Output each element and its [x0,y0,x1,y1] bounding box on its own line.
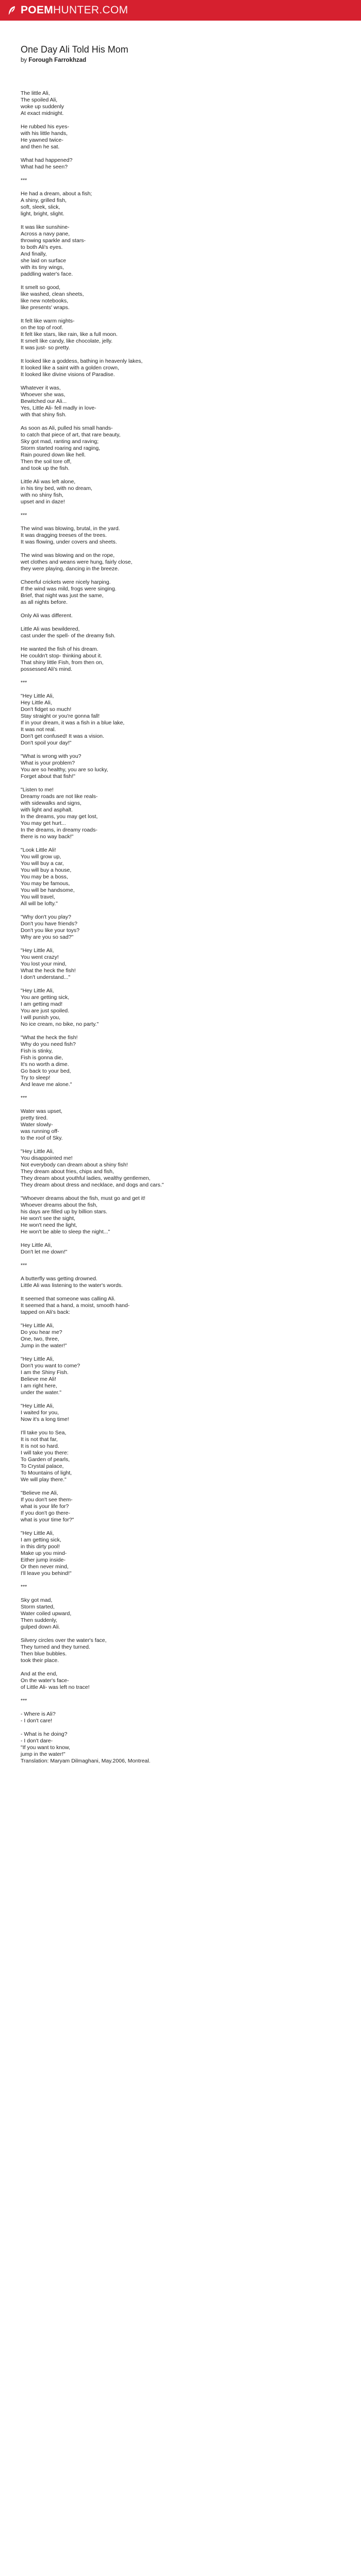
stanza-separator: *** [21,177,27,183]
poem-stanza [21,1035,340,1088]
poem-line: was running off- [21,1128,59,1134]
poem-line: Don't spoil your day!" [21,740,72,746]
stanza-separator: *** [21,1095,27,1101]
poem-stanza [21,318,340,351]
poem-line: Not everybody can dream about a shiny fish! [21,1162,128,1168]
poem-line: Whoever dreams about the fish, [21,1202,97,1208]
poem-line: If in your dream, it was a fish in a blue lake, [21,720,125,726]
poem-stanza [21,1095,340,1101]
poem-line: You will grow up, [21,854,61,860]
stanza-separator: *** [21,1262,27,1268]
poem-stanza [21,512,340,519]
poem-line: They turned and they turned. [21,1644,90,1650]
stanza-separator: *** [21,1584,27,1590]
poem-stanza [21,552,340,572]
poem-line: You will buy a house, [21,867,72,873]
poem-stanza [21,1430,340,1483]
poem-line: tapped on Ali's back: [21,1309,70,1315]
poem-line: It was flowing, under covers and sheets. [21,539,117,545]
poem-line: "Hey Little Ali, [21,1356,54,1362]
poem-line: Then suddenly, [21,1617,58,1623]
poem-line: Go back to your bed, [21,1068,71,1074]
logo-text-rest: HUNTER.COM [53,4,128,16]
poem-line: Storm started roaring and raging, [21,445,101,451]
poem-line: throwing sparkle and stars- [21,238,86,244]
poem-line: Why do you need fish? [21,1041,76,1047]
poem-line: To Mountains of light, [21,1470,72,1476]
poem-line: You disappointed me! [21,1155,73,1161]
poem-line: as all nights before. [21,599,68,605]
poem-line: "Hey Little Ali, [21,1403,54,1409]
poem-line: Sky got mad, ranting and raving; [21,438,99,445]
stanza-separator: *** [21,512,27,518]
poem-line: And finally, [21,251,47,257]
poem-line: "Look Little Ali! [21,847,56,853]
poem-line: On the water's face- [21,1677,69,1684]
poem-stanza [21,385,340,418]
poem-stanza [21,358,340,378]
poem-line: He won't see the sight, [21,1215,75,1222]
poem-line: "Hey Little Ali, [21,1323,54,1329]
poem-line: "Why don't you play? [21,914,71,920]
poem-line: jump in the water!" [21,1751,65,1757]
poem-line: Now it's a long time! [21,1416,69,1422]
poem-line: You may get hurt... [21,820,66,826]
poem-line: What had happened? [21,157,73,163]
poem-stanza [21,1262,340,1269]
poem-line: You lost your mind, [21,961,67,967]
poem-line: upset and in daze! [21,499,65,505]
poem-stanza [21,646,340,673]
poem-line: And leave me alone." [21,1081,72,1088]
poem-line: "Hey Little Ali, [21,1148,54,1155]
poem-line: Fish is stinky, [21,1048,53,1054]
poem-line: "What is wrong with you? [21,753,81,759]
poem-line: and took up the fish. [21,465,70,471]
poem-line: gulped down Ali. [21,1624,60,1630]
poem-line: They dream about fries, chips and fish, [21,1168,114,1175]
poem-stanza [21,1530,340,1577]
site-logo-link[interactable] [6,4,128,16]
poem-line: Don't you like your toys? [21,927,80,934]
poem-line: He yawned twice- [21,137,63,143]
poem-line: Stay straight or you're gonna fall! [21,713,100,719]
poem-line: Forget about that fish!" [21,773,75,779]
poem-line: with no shiny fish, [21,492,63,498]
poem-stanza [21,284,340,311]
poem-line: with that shiny fish. [21,412,67,418]
poem-line: with its tiny wings, [21,264,64,270]
poem-stanza [21,693,340,747]
poem-line: Little Ali was listening to the water's words. [21,1282,123,1289]
poem-line: Silvery circles over the water's face, [21,1637,107,1643]
poem-line: Or then never mind, [21,1564,69,1570]
poem-line: Cheerful crickets were nicely harping. [21,579,111,585]
poem-stanza [21,1671,340,1691]
poem-line: Whatever it was, [21,385,61,391]
poem-line: They dream about dress and necklace, and dogs and cars." [21,1182,164,1188]
logo-text-bold: POEM [21,4,54,16]
poem-stanza [21,914,340,941]
poem-line: If you don't go there- [21,1510,70,1516]
poem-stanza [21,1356,340,1396]
poem-line: It looked like a goddess, bathing in heavenly lakes, [21,358,143,364]
poem-line: took their place. [21,1657,59,1664]
site-header [0,0,361,21]
poem-line: "What the heck the fish! [21,1035,78,1041]
poem-line: It's no worth a dime. [21,1061,69,1067]
poem-line: Yes, Little Ali- fell madly in love- [21,405,96,411]
poem-stanza [21,1584,340,1590]
poem-line: Hey Little Ali, [21,1242,52,1248]
poem-stanza [21,177,340,184]
poem-line: He won't be able to sleep the night..." [21,1229,110,1235]
poem-line: I don't understand..." [21,974,71,980]
poem-line: like new notebooks, [21,298,69,304]
poem-line: One, two, three, [21,1336,59,1342]
poem-stanza [21,1711,340,1724]
poem-line: "Hey Little Ali, [21,693,54,699]
poem-line: in his tiny bed, with no dream, [21,485,92,492]
poem-line: with sidewalks and signs, [21,800,81,806]
poem-line: It looked like divine visions of Paradise. [21,371,115,378]
poem-line: on the top of roof. [21,325,63,331]
poem-line: Then the soil tore off, [21,459,72,465]
poem-line: "Hey Little Ali, [21,1530,54,1536]
poem-line: Bewitched our Ali... [21,398,67,404]
poem-line: You are just spoiled. [21,1008,70,1014]
poem-line: What had he seen? [21,164,68,170]
poem-line: like presents' wraps. [21,304,70,311]
poem-line: "Hey Little Ali, [21,988,54,994]
poem-line: Hey Little Ali, [21,700,52,706]
poem-line: The wind was blowing and on the rope, [21,552,115,558]
poem-line: Either jump inside- [21,1557,65,1563]
poem-stanza [21,191,340,217]
poem-line: there is no way back!" [21,834,74,840]
poem-line: Don't fidget so much! [21,706,72,713]
poem-line: He wanted the fish of his dream. [21,646,99,652]
poem-line: cast under the spell- of the dreamy fish. [21,633,116,639]
poem-line: soft, sleek, slick, [21,204,60,210]
by-label: by [21,57,27,63]
poem-line: In the dreams, in dreamy roads- [21,827,97,833]
poem-line: To Garden of pearls, [21,1456,70,1463]
poem-line: pretty tired. [21,1115,48,1121]
poem-line: she laid on surface [21,258,67,264]
poem-body [21,90,340,1765]
poem-line: under the water." [21,1389,62,1396]
poem-line: and then he sat. [21,144,60,150]
poem-line: It smelt like candy, like chocolate, jelly. [21,338,113,344]
poem-line: You may be a boss, [21,874,68,880]
poem-line: You are getting sick, [21,994,70,1001]
author-name[interactable]: Forough Farrokhzad [28,57,87,63]
stanza-separator: *** [21,1698,27,1704]
poem-line: I waited for you, [21,1410,59,1416]
poem-line: I'll take you to Sea, [21,1430,67,1436]
poem-stanza [21,787,340,840]
poem-stanza [21,1108,340,1142]
poem-line: It was like sunshine- [21,224,70,230]
poem-line: light, bright, slight. [21,211,64,217]
poem-line: to the roof of Sky. [21,1135,63,1141]
poem-line: Then blue bubbles. [21,1651,67,1657]
poem-line: "Hey Little Ali, [21,947,54,954]
poem-stanza [21,847,340,907]
poem-line: It looked like a saint with a golden crown, [21,365,119,371]
poem-line: Water was upset, [21,1108,62,1114]
poem-line: All will be lofty." [21,901,58,907]
poem-line: like washed, clean sheets, [21,291,84,297]
poem-stanza [21,1276,340,1289]
poem-line: It was dragging treeses of the trees. [21,532,107,538]
poem-title: One Day Ali Told His Mom [21,44,128,55]
poem-line: I'll leave you behind!" [21,1570,72,1577]
poem-line: they were playing, dancing in the breeze. [21,566,119,572]
poem-stanza [21,90,340,117]
poem-line: If the wind was mild, frogs were singing. [21,586,117,592]
poem-line: To Crystal palace, [21,1463,64,1469]
poem-line: Don't let me down!" [21,1249,68,1255]
byline [21,57,340,63]
poem-line: Fish is gonna die, [21,1055,63,1061]
poem-line: Do you hear me? [21,1329,62,1335]
poem-line: "Whoever dreams about the fish, must go and get it! [21,1195,145,1201]
poem-line: - I don't dare- [21,1738,53,1744]
poem-line: paddling water's face. [21,271,73,277]
poem-line: Brief, that night was just the same, [21,592,104,599]
poem-line: Across a navy pane, [21,231,70,237]
poem-line: "Listen to me! [21,787,54,793]
poem-line: with light and asphalt. [21,807,73,813]
poem-stanza [21,526,340,546]
poem-line: "If you want to know, [21,1744,70,1751]
poem-line: And at the end, [21,1671,58,1677]
poem-line: The wind was blowing, brutal, in the yard. [21,526,120,532]
poem-stanza [21,1296,340,1316]
poem-stanza [21,425,340,472]
poem-line: Only Ali was different. [21,613,73,619]
poem-line: He had a dream, about a fish; [21,191,92,197]
poem-line: You will travel, [21,894,55,900]
poem-line: Sky got mad, [21,1597,53,1603]
poem-line: I will take you there: [21,1450,69,1456]
poem-line: Try to sleep! [21,1075,51,1081]
poem-line: I am getting sick, [21,1537,61,1543]
poem-line: Water coiled upward, [21,1611,72,1617]
poem-stanza [21,1323,340,1349]
poem-line: what is your time for?" [21,1517,74,1523]
poem-stanza [21,1698,340,1704]
poem-line: what is your life for? [21,1503,69,1510]
poem-stanza [21,947,340,981]
poem-line: We will play there." [21,1477,67,1483]
poem-stanza [21,1195,340,1235]
poem-stanza [21,613,340,619]
poem-line: The little Ali, [21,90,50,96]
poem-line: Jump in the water!" [21,1343,67,1349]
poem-line: in this dirty pool! [21,1544,60,1550]
poem-line: woke up suddenly [21,104,64,110]
poem-stanza [21,479,340,505]
poem-line: I am right here, [21,1383,57,1389]
poem-line: It was just- so pretty. [21,345,70,351]
poem-line: with his little hands, [21,130,68,137]
poem-line: You are so healthy, you are so lucky, [21,767,108,773]
poem-stanza [21,988,340,1028]
poem-line: It felt like stars, like rain, like a full moon. [21,331,118,337]
poem-line: He won't need the light, [21,1222,77,1228]
poem-line: Why are you so sad?" [21,934,74,940]
poem-line: Little Ali was bewildered, [21,626,80,632]
poem-line: It is not so hard. [21,1443,59,1449]
poem-line: I am getting mad! [21,1001,63,1007]
poem-stanza [21,1637,340,1664]
feather-icon [6,5,18,16]
poem-line: They dream about youthful ladies, wealthy gentlemen, [21,1175,151,1181]
poem-line: Believe me Ali! [21,1376,56,1382]
poem-line: A shiny, grilled fish, [21,197,67,204]
poem-line: Whoever she was, [21,392,65,398]
poem-line: No ice cream, no bike, no party." [21,1021,99,1027]
poem-line: "Believe me Ali, [21,1490,58,1496]
poem-line: You went crazy! [21,954,59,960]
poem-line: If you don't see them- [21,1497,73,1503]
poem-line: What is your problem? [21,760,75,766]
poem-stanza [21,753,340,780]
poem-line: his days are filled up by billion stars. [21,1209,108,1215]
poem-line: It is not that far, [21,1436,58,1443]
poem-line: - What is he doing? [21,1731,68,1737]
poem-line: Don't you want to come? [21,1363,80,1369]
poem-line: He rubbed his eyes- [21,124,69,130]
poem-stanza [21,626,340,639]
poem-line: possessed Ali's mind. [21,666,73,672]
poem-line: A butterfly was getting drowned. [21,1276,97,1282]
poem-line: Little Ali was left alone, [21,479,76,485]
poem-line: It felt like warm nights- [21,318,75,324]
poem-line: to both Ali's eyes. [21,244,63,250]
poem-line: You will be handsome, [21,887,75,893]
poem-line: Storm started, [21,1604,55,1610]
poem-line: I am the Shiny Fish. [21,1369,69,1376]
poem-line: What the heck the fish! [21,968,76,974]
poem-line: Don't get confused! It was a vision. [21,733,104,739]
poem-line: The spoiled Ali, [21,97,58,103]
poem-line: of Little Ali- was left no trace! [21,1684,90,1690]
poem-line: wet clothes and weans were hung, fairly close, [21,559,133,565]
poem-stanza [21,579,340,606]
poem-line: You will buy a car, [21,860,64,867]
poem-line: Don't you have friends? [21,921,77,927]
poem-line: In the dreams, you may get lost, [21,814,98,820]
poem-stanza [21,1403,340,1423]
poem-stanza [21,680,340,686]
poem-line: Rain poured down like hell. [21,452,86,458]
poem-line: It was not real. [21,726,56,733]
poem-stanza [21,1490,340,1523]
poem-line: It smelt so good, [21,284,61,291]
poem-line: Dreamy roads are not like reals- [21,793,98,800]
poem-stanza [21,1597,340,1631]
poem-line: Translation: Maryam Dilmaghani, May.2006, Montreal. [21,1758,151,1764]
stanza-separator: *** [21,680,27,686]
poem-line: I will punish you, [21,1014,61,1021]
poem-line: Water slowly- [21,1122,53,1128]
poem-line: He couldn't stop- thinking about it. [21,653,102,659]
poem-container [21,44,340,1771]
poem-line: As soon as Ali, pulled his small hands- [21,425,113,431]
poem-line: It seemed that a hand, a moist, smooth hand- [21,1302,130,1309]
poem-line: Make up you mind- [21,1550,67,1556]
poem-line: You may be famous, [21,880,70,887]
site-logo-text [21,4,128,16]
poem-line: It seemed that someone was calling Ali. [21,1296,116,1302]
poem-stanza [21,157,340,171]
poem-stanza [21,1731,340,1765]
poem-stanza [21,224,340,278]
poem-line: - I don't care! [21,1718,52,1724]
poem-line: That shiny little Fish, from then on, [21,659,104,666]
poem-stanza [21,1242,340,1256]
poem-line: to catch that piece of art, that rare beauty, [21,432,121,438]
poem-stanza [21,1148,340,1189]
poem-stanza [21,124,340,150]
poem-line: At exact midnight. [21,110,64,116]
poem-line: - Where is Ali? [21,1711,56,1717]
